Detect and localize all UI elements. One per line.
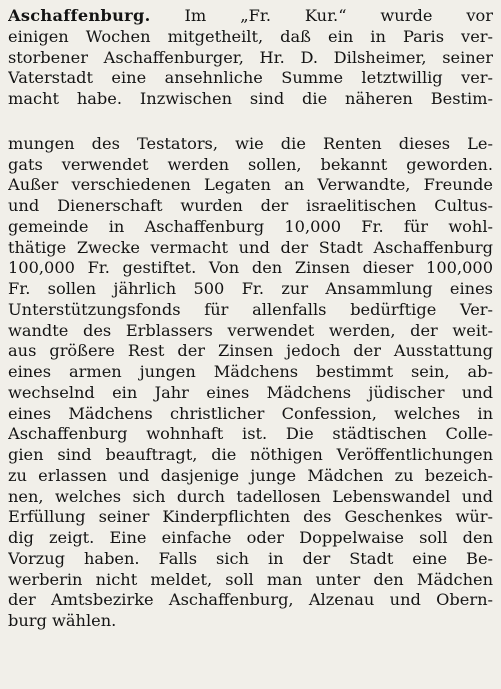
newspaper-article — [8, 6, 493, 632]
article-line-16: aus größere Rest der Zinsen jedoch der Ausstattung — [8, 341, 493, 361]
article-line-24: Erfüllung seiner Kinderpflichten des Geschenkes wür- — [8, 507, 493, 527]
article-line-28: der Amtsbezirke Aschaffenburg, Alzenau und Obern- — [8, 590, 493, 610]
article-line-22: zu erlassen und dasjenige junge Mädchen zu bezeich- — [8, 465, 493, 485]
article-line-26: Vorzug haben. Falls sich in der Stadt eine Be- — [8, 548, 493, 568]
article-line-14: Unterstützungsfonds für allenfalls bedürftige Ver- — [8, 299, 493, 319]
article-line-11: thätige Zwecke vermacht und der Stadt Aschaffenburg — [8, 237, 493, 257]
article-line-6: mungen des Testators, wie die Renten dieses Le- — [8, 133, 493, 153]
article-place-name: Aschaffenburg. — [8, 6, 151, 25]
column-break — [8, 110, 493, 134]
article-line-8: Außer verschiedenen Legaten an Verwandte, Freunde — [8, 175, 493, 195]
article-line-1-text: Im „Fr. Kur.“ wurde vor — [184, 6, 493, 25]
article-line-29: burg wählen. — [8, 611, 117, 630]
article-line-23: nen, welches sich durch tadellosen Lebenswandel und — [8, 486, 493, 506]
article-line-10: gemeinde in Aschaffenburg 10,000 Fr. für wohl- — [8, 216, 493, 236]
article-line-1 — [8, 6, 493, 27]
article-line-18: wechselnd ein Jahr eines Mädchens jüdischer und — [8, 382, 493, 402]
article-line-2: einigen Wochen mitgetheilt, daß ein in Paris ver- — [8, 26, 493, 46]
article-line-12: 100,000 Fr. gestiftet. Von den Zinsen dieser 100,000 — [8, 258, 493, 278]
article-line-19: eines Mädchens christlicher Confession, welches in — [8, 403, 493, 423]
article-line-5: macht habe. Inzwischen sind die näheren Bestim- — [8, 89, 493, 108]
article-line-21: gien sind beauftragt, die nöthigen Veröffentlichungen — [8, 445, 493, 464]
article-line-15: wandte des Erblassers verwendet werden, der weit- — [8, 320, 493, 340]
article-line-25: dig zeigt. Eine einfache oder Doppelwaise soll den — [8, 528, 493, 547]
article-line-4: Vaterstadt eine ansehnliche Summe letztwillig ver- — [8, 68, 493, 88]
article-line-9: und Dienerschaft wurden der israelitischen Cultus- — [8, 196, 493, 215]
article-line-7: gats verwendet werden sollen, bekannt geworden. — [8, 154, 493, 174]
article-line-27: werberin nicht meldet, soll man unter den Mädchen — [8, 569, 493, 589]
article-line-13: Fr. sollen jährlich 500 Fr. zur Ansammlung eines — [8, 279, 493, 298]
article-line-17: eines armen jungen Mädchens bestimmt sein, ab- — [8, 362, 493, 381]
article-line-20: Aschaffenburg wohnhaft ist. Die städtischen Colle- — [8, 424, 493, 444]
article-line-3: storbener Aschaffenburger, Hr. D. Dilsheimer, seiner — [8, 47, 493, 67]
